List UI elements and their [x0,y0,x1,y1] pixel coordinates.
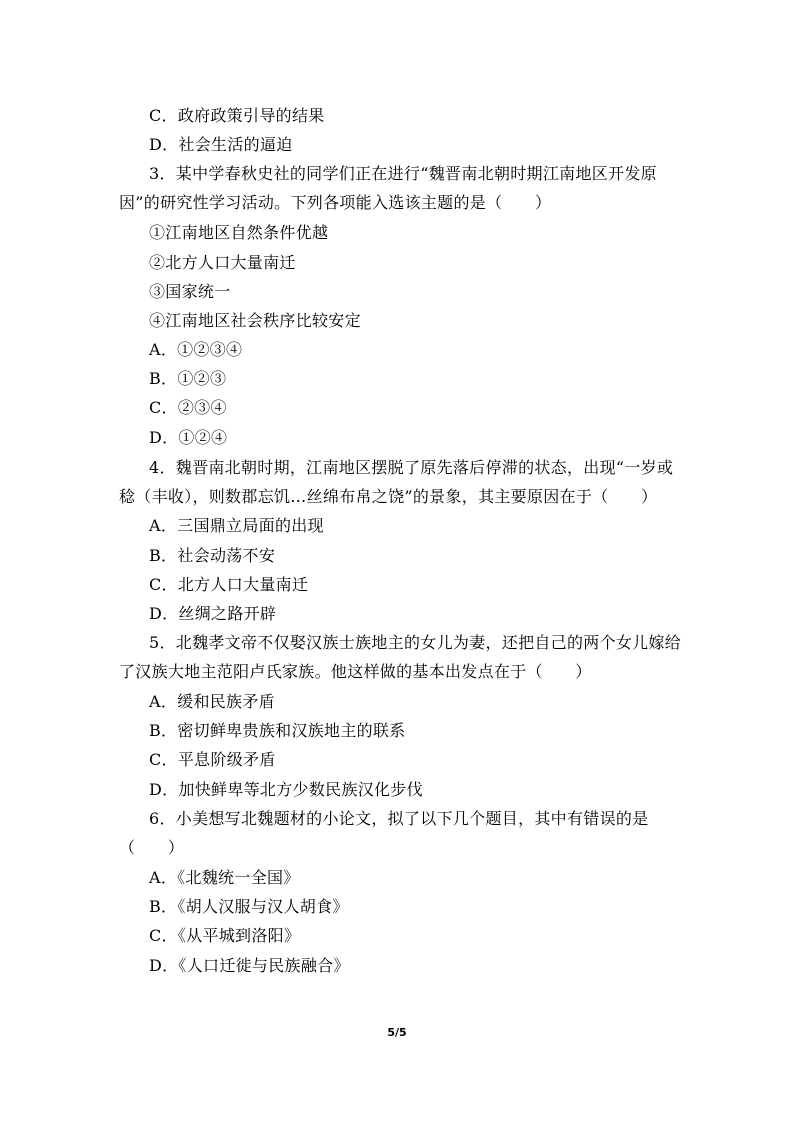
q5-option-c: C．平息阶级矛盾 [149,750,276,769]
q2-option-c: C．政府政策引导的结果 [149,106,325,125]
q3-item-2: ②北方人口大量南迁 [149,253,296,272]
q6-stem-line-1: 6．小美想写北魏题材的小论文，拟了以下几个题目，其中有错误的是 [149,809,649,828]
q6-option-c: C．《从平城到洛阳》 [149,926,301,945]
q3-item-3: ③国家统一 [149,282,231,301]
q4-option-c: C．北方人口大量南迁 [149,575,309,594]
q3-option-d: D．①②④ [149,428,228,447]
q5-stem-line-1: 5．北魏孝文帝不仅娶汉族士族地主的女儿为妻，还把自己的两个女儿嫁给 [149,633,682,652]
q4-stem-line-2: 稔（丰收），则数郡忘饥…丝绵布帛之饶”的景象，其主要原因在于（ ） [119,487,658,506]
q3-option-b: B．①②③ [149,369,227,388]
q6-stem-line-2: （ ） [119,838,185,857]
page-number: 5/5 [387,1026,407,1039]
q3-item-1: ①江南地区自然条件优越 [149,223,329,242]
q5-option-a: A．缓和民族矛盾 [149,692,275,711]
q6-option-d: D．《人口迁徙与民族融合》 [149,956,350,975]
q3-item-4: ④江南地区社会秩序比较安定 [149,311,361,330]
q4-stem-line-1: 4．魏晋南北朝时期，江南地区摆脱了原先落后停滞的状态，出现“一岁或 [149,458,674,477]
q5-stem-line-2: 了汉族大地主范阳卢氏家族。他这样做的基本出发点在于（ ） [119,662,592,681]
q2-option-d: D．社会生活的逼迫 [149,135,293,154]
q5-option-b: B．密切鲜卑贵族和汉族地主的联系 [149,721,406,740]
q6-option-b: B．《胡人汉服与汉人胡食》 [149,897,349,916]
q4-option-b: B．社会动荡不安 [149,546,276,565]
q6-option-a: A．《北魏统一全国》 [149,868,300,887]
q3-option-c: C．②③④ [149,398,227,417]
q3-stem-line-1: 3．某中学春秋史社的同学们正在进行“魏晋南北朝时期江南地区开发原 [149,164,657,183]
q5-option-d: D．加快鲜卑等北方少数民族汉化步伐 [149,780,423,799]
q3-stem-line-2: 因”的研究性学习活动。下列各项能入选该主题的是（ ） [119,193,552,212]
q4-option-d: D．丝绸之路开辟 [149,604,277,623]
q3-option-a: A．①②③④ [149,340,243,359]
q4-option-a: A．三国鼎立局面的出现 [149,516,324,535]
